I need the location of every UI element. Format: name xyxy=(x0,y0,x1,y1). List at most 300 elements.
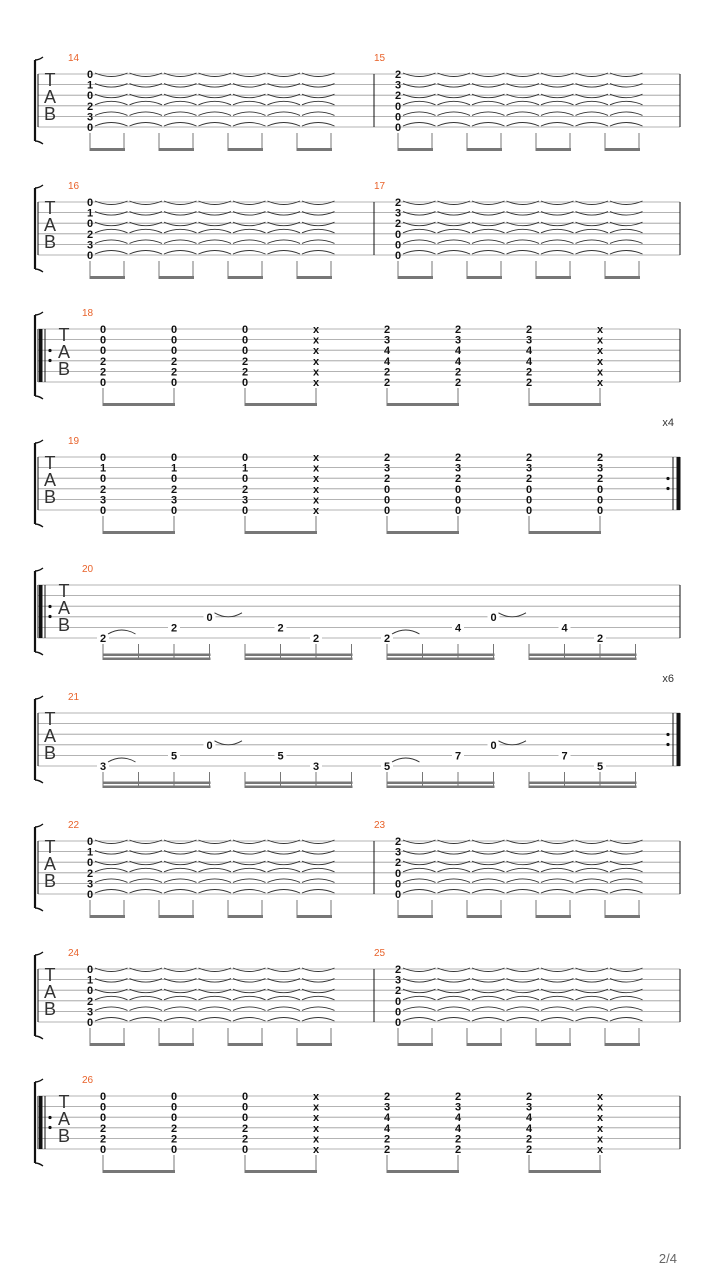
beam xyxy=(536,1043,571,1046)
tie-arc xyxy=(403,968,436,972)
tab-clef-letter: T xyxy=(44,453,56,473)
tie-arc xyxy=(302,73,335,77)
tie-arc xyxy=(95,222,128,226)
measure-number: 26 xyxy=(82,1075,94,1086)
tie-arc xyxy=(472,979,505,983)
tie-arc xyxy=(541,968,574,972)
tie-arc xyxy=(164,968,197,972)
tie-arc xyxy=(95,84,128,88)
fret-number: 0 xyxy=(241,452,249,464)
tie-arc xyxy=(472,222,505,226)
tie-arc xyxy=(95,101,128,105)
tie-arc xyxy=(403,1007,436,1011)
fret-number: x xyxy=(312,355,320,368)
fret-number: x xyxy=(312,1112,320,1125)
tie-arc xyxy=(164,101,197,105)
tie-arc xyxy=(130,996,163,1000)
beam xyxy=(536,915,571,918)
tie-arc xyxy=(233,201,266,205)
fret-number: 4 xyxy=(383,345,391,358)
tie-arc xyxy=(268,851,301,855)
fret-number: 4 xyxy=(454,1112,462,1125)
fret-number: x xyxy=(596,324,604,336)
tie-arc xyxy=(164,890,197,894)
tie-arc xyxy=(403,84,436,88)
tab-clef-letter: T xyxy=(44,709,56,729)
fret-number: 0 xyxy=(394,122,402,134)
tie-arc xyxy=(199,979,232,983)
tie-arc xyxy=(507,229,540,233)
fret-number: 0 xyxy=(86,985,94,998)
tie-arc xyxy=(576,84,609,88)
beam xyxy=(159,1043,194,1046)
fret-number: x xyxy=(312,1101,320,1114)
fret-number: 3 xyxy=(394,974,402,987)
tie-arc xyxy=(403,212,436,216)
tie-arc xyxy=(95,996,128,1000)
tie-arc xyxy=(302,840,335,844)
tie-arc xyxy=(541,240,574,244)
measure-number: 22 xyxy=(68,820,80,831)
tie-arc xyxy=(95,240,128,244)
fret-number: 2 xyxy=(170,366,178,379)
fret-number: 2 xyxy=(383,1133,391,1146)
tie-arc xyxy=(164,240,197,244)
tab-clef-letter: B xyxy=(57,615,71,635)
fret-number: 7 xyxy=(454,750,462,763)
tie-arc xyxy=(95,112,128,116)
tie-arc xyxy=(610,996,643,1000)
fret-number: x xyxy=(596,1144,604,1156)
tie-arc xyxy=(199,251,232,255)
tie-arc xyxy=(164,868,197,872)
fret-number: 3 xyxy=(170,494,178,507)
beam xyxy=(228,915,263,918)
tie-arc xyxy=(199,968,232,972)
tie-arc xyxy=(507,251,540,255)
fret-number: 2 xyxy=(454,1091,462,1103)
tie-arc xyxy=(130,861,163,865)
page-number: 2/4 xyxy=(658,1251,677,1266)
beam xyxy=(245,654,353,657)
beam xyxy=(529,782,637,785)
tie-arc xyxy=(95,979,128,983)
beam xyxy=(387,403,459,406)
tab-clef-letter: B xyxy=(43,999,57,1019)
tie-arc xyxy=(541,989,574,993)
tie-arc xyxy=(95,968,128,972)
tie-arc xyxy=(268,101,301,105)
fret-number: 2 xyxy=(170,1133,178,1146)
tie-arc xyxy=(438,240,471,244)
repeat-end-bar xyxy=(677,713,681,766)
tie-arc xyxy=(233,84,266,88)
fret-number: 0 xyxy=(86,218,94,231)
tie-arc xyxy=(541,212,574,216)
tie-arc xyxy=(403,1018,436,1022)
fret-number: 0 xyxy=(86,836,94,848)
tie-arc xyxy=(233,1007,266,1011)
tie-arc xyxy=(233,979,266,983)
fret-number: 2 xyxy=(99,1133,107,1146)
fret-number: 0 xyxy=(241,345,249,358)
tie-arc xyxy=(541,996,574,1000)
tie-arc xyxy=(199,101,232,105)
tie-arc xyxy=(233,1018,266,1022)
beam xyxy=(387,1170,459,1173)
system-brace-tip xyxy=(35,824,43,911)
tie-arc xyxy=(233,94,266,98)
tie-arc xyxy=(164,861,197,865)
tie-arc xyxy=(610,879,643,883)
fret-number: 3 xyxy=(99,494,107,507)
tie-arc xyxy=(438,868,471,872)
tie-arc xyxy=(130,101,163,105)
fret-number: 2 xyxy=(170,1122,178,1135)
beam xyxy=(605,148,640,151)
tie-arc xyxy=(130,851,163,855)
tie-arc xyxy=(199,240,232,244)
tie-arc xyxy=(199,229,232,233)
tie-arc xyxy=(403,201,436,205)
fret-number: x xyxy=(312,1122,320,1135)
tie-arc xyxy=(472,996,505,1000)
tie-arc xyxy=(268,1018,301,1022)
tie-arc xyxy=(392,758,420,762)
tie-arc xyxy=(403,861,436,865)
fret-number: 2 xyxy=(99,633,107,645)
tab-clef-letter: T xyxy=(44,837,56,857)
fret-number: 0 xyxy=(170,377,178,389)
fret-number: 4 xyxy=(454,1122,462,1135)
system-brace-tip xyxy=(35,440,43,527)
tie-arc xyxy=(268,968,301,972)
tie-arc xyxy=(199,989,232,993)
measure-number: 19 xyxy=(68,436,80,447)
tie-arc xyxy=(472,1018,505,1022)
beam xyxy=(245,782,353,785)
fret-number: 2 xyxy=(99,1122,107,1135)
beam xyxy=(529,654,637,657)
tie-arc xyxy=(576,73,609,77)
fret-number: 2 xyxy=(596,452,604,464)
tie-arc xyxy=(164,989,197,993)
tie-arc xyxy=(541,73,574,77)
tie-arc xyxy=(403,879,436,883)
tie-arc xyxy=(199,851,232,855)
tie-arc xyxy=(576,251,609,255)
measure-number: 20 xyxy=(82,564,94,575)
tie-arc xyxy=(472,73,505,77)
fret-number: 3 xyxy=(99,761,107,773)
fret-number: 5 xyxy=(383,761,391,773)
tie-arc xyxy=(302,861,335,865)
tie-arc xyxy=(403,251,436,255)
tie-arc xyxy=(403,890,436,894)
beam xyxy=(387,786,495,789)
fret-number: 2 xyxy=(86,995,94,1008)
fret-number: 1 xyxy=(86,207,94,220)
tie-arc xyxy=(95,851,128,855)
tab-system xyxy=(35,417,680,534)
fret-number: 0 xyxy=(241,324,249,336)
fret-number: 0 xyxy=(99,473,107,486)
tie-arc xyxy=(130,968,163,972)
fret-number: 1 xyxy=(170,462,178,475)
tab-clef-letter: A xyxy=(57,342,71,362)
tie-arc xyxy=(438,112,471,116)
tab-clef-letter: B xyxy=(43,743,57,763)
repeat-dot xyxy=(666,733,669,736)
repeat-dot xyxy=(48,359,51,362)
tie-arc xyxy=(610,1018,643,1022)
fret-number: x xyxy=(312,494,320,507)
beam xyxy=(103,782,211,785)
beam xyxy=(605,276,640,279)
fret-number: 2 xyxy=(596,633,604,645)
tie-arc xyxy=(576,112,609,116)
tie-arc xyxy=(199,868,232,872)
fret-number: x xyxy=(312,452,320,464)
fret-number: 3 xyxy=(525,462,533,475)
beam xyxy=(467,1043,502,1046)
tie-arc xyxy=(199,123,232,127)
tab-clef-letter: A xyxy=(43,854,57,874)
fret-number: 0 xyxy=(383,494,391,507)
tie-arc xyxy=(403,989,436,993)
tie-arc xyxy=(302,1007,335,1011)
tie-arc xyxy=(576,240,609,244)
repeat-dot xyxy=(666,487,669,490)
tie-arc xyxy=(403,851,436,855)
tie-arc xyxy=(472,989,505,993)
tie-arc xyxy=(199,1007,232,1011)
tie-arc xyxy=(95,212,128,216)
tie-arc xyxy=(541,979,574,983)
tie-arc xyxy=(302,222,335,226)
fret-number: 2 xyxy=(99,366,107,379)
tie-arc xyxy=(164,94,197,98)
fret-number: 0 xyxy=(99,505,107,517)
tie-arc xyxy=(438,1007,471,1011)
tab-system xyxy=(35,820,680,918)
system-brace-tip xyxy=(35,57,43,144)
tie-arc xyxy=(576,890,609,894)
fret-number: 3 xyxy=(394,207,402,220)
tie-arc xyxy=(164,251,197,255)
tab-clef-letter: B xyxy=(43,487,57,507)
fret-number: 4 xyxy=(454,355,462,368)
fret-number: 2 xyxy=(525,452,533,464)
fret-number: 2 xyxy=(241,1122,249,1135)
tie-arc xyxy=(130,240,163,244)
tie-arc xyxy=(199,73,232,77)
tie-arc xyxy=(268,868,301,872)
tab-system xyxy=(35,308,680,406)
tie-arc xyxy=(576,94,609,98)
fret-number: 2 xyxy=(525,377,533,389)
tie-arc xyxy=(472,851,505,855)
beam xyxy=(297,915,332,918)
tie-arc xyxy=(472,840,505,844)
tie-arc xyxy=(576,1007,609,1011)
beam xyxy=(245,786,353,789)
beam xyxy=(605,915,640,918)
tie-arc xyxy=(95,1018,128,1022)
fret-number: x xyxy=(312,1144,320,1156)
beam xyxy=(387,658,495,661)
tie-arc xyxy=(233,73,266,77)
beam xyxy=(387,782,495,785)
fret-number: 4 xyxy=(525,345,533,358)
tie-arc xyxy=(95,861,128,865)
fret-number: 0 xyxy=(170,473,178,486)
tie-arc xyxy=(610,84,643,88)
tab-clef-letter: B xyxy=(57,359,71,379)
tie-arc xyxy=(541,101,574,105)
beam xyxy=(159,915,194,918)
tie-arc xyxy=(472,968,505,972)
tie-arc xyxy=(610,123,643,127)
tie-arc xyxy=(507,73,540,77)
tie-arc xyxy=(95,840,128,844)
fret-number: 0 xyxy=(394,867,402,880)
fret-number: x xyxy=(312,377,320,389)
fret-number: x xyxy=(596,1133,604,1146)
tie-arc xyxy=(233,989,266,993)
tie-arc xyxy=(472,201,505,205)
fret-number: x xyxy=(596,377,604,389)
beam xyxy=(159,276,194,279)
fret-number: 2 xyxy=(383,324,391,336)
tie-arc xyxy=(438,1018,471,1022)
tie-arc xyxy=(541,123,574,127)
fret-number: 0 xyxy=(596,483,604,496)
beam xyxy=(228,148,263,151)
fret-number: 3 xyxy=(241,494,249,507)
fret-number: 0 xyxy=(99,324,107,336)
fret-number: 2 xyxy=(99,483,107,496)
fret-number: 2 xyxy=(525,1144,533,1156)
tie-arc xyxy=(130,879,163,883)
tie-arc xyxy=(438,989,471,993)
tie-arc xyxy=(472,94,505,98)
tie-arc xyxy=(541,112,574,116)
repeat-dot xyxy=(48,605,51,608)
fret-number: 2 xyxy=(394,857,402,870)
tie-arc xyxy=(541,201,574,205)
tab-clef-letter: T xyxy=(58,325,70,345)
fret-number: 5 xyxy=(596,761,604,773)
fret-number: 0 xyxy=(170,345,178,358)
tie-arc xyxy=(302,890,335,894)
tie-arc xyxy=(472,890,505,894)
beam xyxy=(398,1043,433,1046)
fret-number: 4 xyxy=(525,1112,533,1125)
tie-arc xyxy=(199,1018,232,1022)
tie-arc xyxy=(507,979,540,983)
tie-arc xyxy=(302,212,335,216)
tie-arc xyxy=(130,840,163,844)
fret-number: 0 xyxy=(86,857,94,870)
measure-number: 25 xyxy=(374,948,386,959)
tie-arc xyxy=(164,1018,197,1022)
tie-arc xyxy=(199,996,232,1000)
tab-system xyxy=(35,181,680,279)
beam xyxy=(297,1043,332,1046)
tie-arc xyxy=(576,979,609,983)
tie-arc xyxy=(268,123,301,127)
fret-number: 0 xyxy=(241,377,249,389)
fret-number: 0 xyxy=(170,1091,178,1103)
tie-arc xyxy=(610,989,643,993)
tie-arc xyxy=(541,1007,574,1011)
tie-arc xyxy=(164,84,197,88)
tie-arc xyxy=(95,94,128,98)
fret-number: 4 xyxy=(525,355,533,368)
fret-number: 0 xyxy=(241,473,249,486)
fret-number: 3 xyxy=(394,79,402,92)
tie-arc xyxy=(610,94,643,98)
tie-arc xyxy=(472,1007,505,1011)
tie-arc xyxy=(164,851,197,855)
tie-arc xyxy=(95,890,128,894)
tab-clef-letter: A xyxy=(43,87,57,107)
tie-arc xyxy=(541,851,574,855)
fret-number: 4 xyxy=(454,345,462,358)
tie-arc xyxy=(403,240,436,244)
tie-arc xyxy=(233,251,266,255)
beam xyxy=(536,148,571,151)
tab-clef-letter: A xyxy=(43,215,57,235)
system-brace-tip xyxy=(35,185,43,272)
fret-number: 1 xyxy=(86,79,94,92)
fret-number: 0 xyxy=(241,334,249,347)
fret-number: 0 xyxy=(99,345,107,358)
fret-number: 0 xyxy=(99,1144,107,1156)
tie-arc xyxy=(438,222,471,226)
tie-arc xyxy=(233,996,266,1000)
beam xyxy=(103,531,175,534)
fret-number: 0 xyxy=(99,1101,107,1114)
fret-number: 0 xyxy=(383,505,391,517)
tab-system xyxy=(35,1075,680,1173)
tie-arc xyxy=(541,1018,574,1022)
fret-number: 7 xyxy=(561,750,568,763)
fret-number: 2 xyxy=(86,867,94,880)
fret-number: 0 xyxy=(86,197,94,209)
tie-arc xyxy=(507,890,540,894)
fret-number: 2 xyxy=(170,483,178,496)
beam xyxy=(90,1043,125,1046)
tie-arc xyxy=(438,851,471,855)
tie-arc xyxy=(438,201,471,205)
tie-arc xyxy=(233,229,266,233)
tie-arc xyxy=(302,123,335,127)
measure-number: 17 xyxy=(374,181,386,192)
tie-arc xyxy=(164,879,197,883)
tie-arc xyxy=(541,251,574,255)
fret-number: 4 xyxy=(383,1112,391,1125)
tie-arc xyxy=(95,989,128,993)
fret-number: 2 xyxy=(383,473,391,486)
fret-number: 0 xyxy=(86,122,94,134)
tab-clef-letter: A xyxy=(57,1109,71,1129)
fret-number: x xyxy=(312,334,320,347)
fret-number: 2 xyxy=(383,452,391,464)
tie-arc xyxy=(164,229,197,233)
tie-arc xyxy=(403,222,436,226)
